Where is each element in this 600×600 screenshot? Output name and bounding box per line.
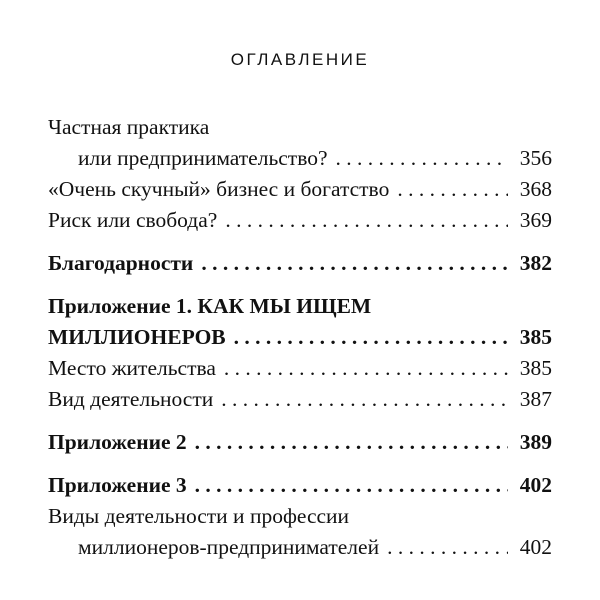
dot-leader (397, 174, 508, 205)
toc-entry-text: или предпринимательство? (78, 146, 328, 170)
toc-entry (48, 291, 552, 322)
section-gap (48, 458, 552, 470)
toc-entry (48, 427, 552, 458)
toc-entry (48, 248, 552, 279)
toc-entry (48, 384, 552, 415)
dot-leader (221, 384, 508, 415)
toc-entry-text: МИЛЛИОНЕРОВ (48, 325, 226, 349)
dot-leader (201, 248, 508, 279)
dot-leader (225, 205, 508, 236)
dot-leader (387, 532, 508, 563)
toc-page-number: 369 (519, 208, 552, 232)
section-gap (48, 236, 552, 248)
toc-entry (48, 143, 552, 174)
toc-entry (48, 532, 552, 563)
toc-entry (48, 205, 552, 236)
toc-entry-text: Риск или свобода? (48, 208, 218, 232)
toc-entry-text: Вид деятельности (48, 387, 214, 411)
dot-leader (195, 470, 508, 501)
toc-page-number: 385 (519, 356, 552, 380)
toc-entry-text: миллионеров-предпринимателей (78, 535, 380, 559)
toc-entry (48, 174, 552, 205)
toc-entry-text: Приложение 3 (48, 473, 187, 497)
toc-page-number: 402 (519, 473, 552, 497)
toc-entry-text: Частная практика (48, 115, 210, 139)
toc-entry (48, 353, 552, 384)
toc-entry-text: «Очень скучный» бизнес и богатство (48, 177, 390, 201)
dot-leader (195, 427, 508, 458)
toc-page-number: 356 (519, 146, 552, 170)
dot-leader (224, 353, 508, 384)
dot-leader (336, 143, 509, 174)
section-gap (48, 279, 552, 291)
toc-entry (48, 501, 552, 532)
toc-entry-text: Приложение 1. КАК МЫ ИЩЕМ (48, 294, 372, 318)
section-gap (48, 415, 552, 427)
toc-entry (48, 322, 552, 353)
toc-page-number: 385 (519, 325, 552, 349)
toc-page-number: 402 (519, 535, 552, 559)
toc-entry (48, 112, 552, 143)
toc-entry-text: Благодарности (48, 251, 194, 275)
toc-page-number: 387 (519, 387, 552, 411)
table-of-contents (48, 112, 552, 563)
page-heading: ОГЛАВЛЕНИЕ (230, 50, 370, 69)
toc-page-number: 389 (519, 430, 552, 454)
toc-entry-text: Виды деятельности и профессии (48, 504, 350, 528)
toc-page-number: 382 (519, 251, 552, 275)
toc-page-number: 368 (519, 177, 552, 201)
toc-entry (48, 470, 552, 501)
toc-entry-text: Место жительства (48, 356, 216, 380)
dot-leader (234, 322, 508, 353)
toc-entry-text: Приложение 2 (48, 430, 187, 454)
